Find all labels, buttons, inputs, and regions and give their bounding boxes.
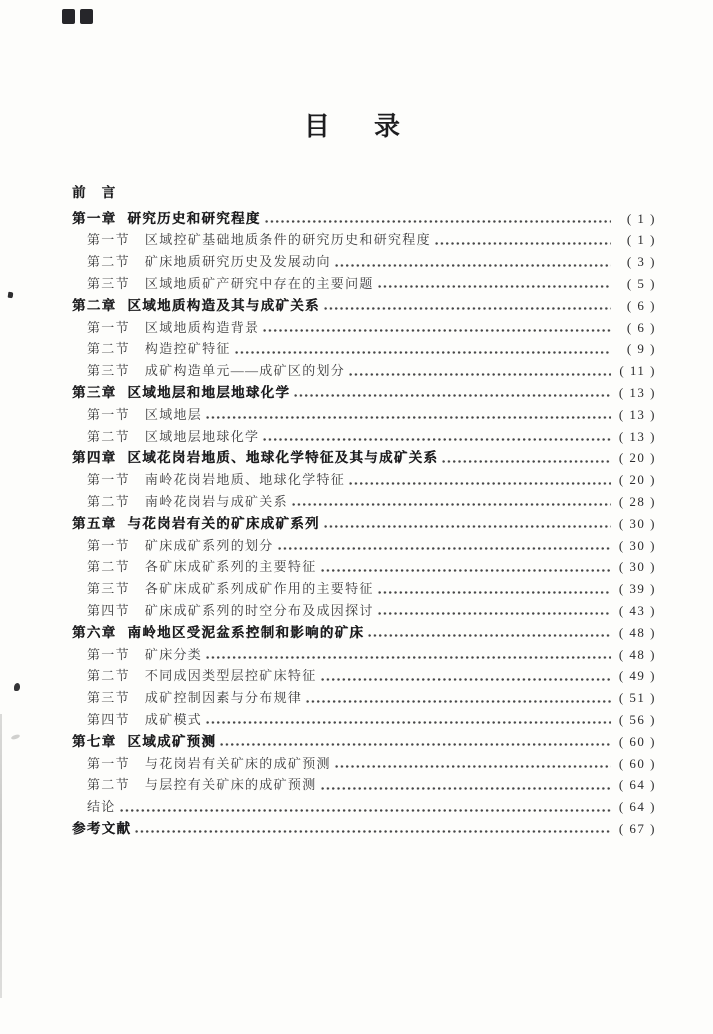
toc-row [72, 424, 656, 446]
toc-entry-title: 参考文献 [72, 820, 132, 836]
toc-entry-page: ( 30 ) [618, 537, 656, 553]
toc-row [72, 685, 656, 707]
toc-entry-label: 第一节 [87, 472, 130, 488]
toc-entry-page: ( 67 ) [618, 820, 656, 836]
dot-leader [378, 285, 611, 288]
scan-edge-line-artifact [0, 714, 2, 998]
toc-entry-label: 第二节 [87, 341, 130, 357]
toc-row [72, 206, 656, 228]
page-title: 目 录 [303, 112, 410, 141]
toc-entry-label: 第五章 [72, 515, 117, 531]
toc-entry-title: 区域地质构造背景 [144, 319, 260, 335]
dot-leader [220, 743, 611, 746]
toc-row [72, 511, 656, 533]
toc-entry-title: 不同成因类型层控矿床特征 [144, 668, 317, 684]
toc-entry-title: 矿床成矿系列的划分 [144, 537, 274, 553]
toc-entry-title: 成矿构造单元——成矿区的划分 [144, 363, 346, 379]
dot-leader [378, 612, 611, 615]
toc-entry-page: ( 64 ) [618, 799, 656, 815]
toc-row [72, 380, 656, 402]
toc-entry-page: ( 48 ) [618, 646, 656, 662]
toc-entry-label: 第一节 [87, 537, 130, 553]
toc-entry-label: 第二节 [87, 559, 130, 575]
toc-entry-page: ( 3 ) [626, 254, 656, 270]
toc-entry-page: ( 60 ) [618, 733, 656, 749]
toc-entry-page: ( 20 ) [618, 450, 656, 466]
toc-list [0, 180, 713, 838]
toc-entry-page: ( 48 ) [618, 624, 656, 640]
dot-leader [263, 438, 611, 441]
toc-entry-page: ( 60 ) [618, 755, 656, 771]
toc-entry-title: 各矿床成矿系列的主要特征 [144, 559, 317, 575]
toc-row [72, 271, 656, 293]
toc-entry-page: ( 30 ) [618, 515, 656, 531]
toc-row [72, 402, 656, 424]
toc-entry-page: ( 13 ) [618, 428, 656, 444]
toc-row [72, 489, 656, 511]
toc-entry-title: 与层控有关矿床的成矿预测 [144, 777, 317, 793]
toc-row [72, 446, 656, 468]
toc-entry-label: 第一节 [87, 755, 130, 771]
toc-entry-label: 第一节 [87, 319, 130, 335]
toc-row [72, 337, 656, 359]
toc-entry-label: 第一节 [87, 232, 130, 248]
toc-entry-page: ( 1 ) [626, 232, 656, 248]
toc-entry-title: 南岭地区受泥盆系控制和影响的矿床 [127, 624, 365, 640]
dot-leader [292, 503, 611, 506]
toc-entry-title: 构造控矿特征 [144, 341, 231, 357]
dot-leader [349, 482, 611, 485]
toc-entry-title: 结论 [87, 799, 116, 815]
dot-leader [324, 525, 611, 528]
toc-entry-label: 第二节 [87, 668, 130, 684]
toc-entry-title: 研究历史和研究程度 [127, 210, 261, 226]
toc-entry-label: 第二节 [87, 777, 130, 793]
dot-leader [324, 307, 611, 310]
toc-row [72, 729, 656, 751]
scan-speck-artifact [14, 683, 20, 691]
toc-entry-page: ( 5 ) [626, 275, 656, 291]
toc-entry-label: 第三节 [87, 690, 130, 706]
toc-entry-title: 南岭花岗岩与成矿关系 [144, 493, 288, 509]
toc-row [72, 620, 656, 642]
toc-entry-title: 区域地质矿产研究中存在的主要问题 [144, 275, 374, 291]
toc-entry-title: 区域控矿基础地质条件的研究历史和研究程度 [144, 232, 431, 248]
toc-row [72, 576, 656, 598]
toc-entry-title: 前 言 [72, 184, 117, 200]
dot-leader [120, 809, 611, 812]
dot-leader [435, 242, 611, 245]
ink-mark-artifact [62, 9, 75, 24]
toc-entry-label: 第二节 [87, 428, 130, 444]
toc-entry-label: 第三章 [72, 384, 117, 400]
dot-leader [378, 591, 611, 594]
toc-entry-page: ( 6 ) [626, 319, 656, 335]
toc-entry-page: ( 64 ) [618, 777, 656, 793]
dot-leader [321, 678, 611, 681]
toc-entry-title: 南岭花岗岩地质、地球化学特征 [144, 472, 346, 488]
toc-entry-page: ( 51 ) [618, 690, 656, 706]
toc-row [72, 555, 656, 577]
toc-entry-page: ( 49 ) [618, 668, 656, 684]
toc-entry-label: 第四章 [72, 450, 117, 466]
toc-entry-title: 区域地层地球化学 [144, 428, 260, 444]
toc-entry-page: ( 13 ) [618, 384, 656, 400]
toc-entry-title: 矿床地质研究历史及发展动向 [144, 254, 331, 270]
toc-entry-page: ( 9 ) [626, 341, 656, 357]
dot-leader [321, 787, 611, 790]
toc-entry-page: ( 56 ) [618, 711, 656, 727]
toc-row [72, 533, 656, 555]
toc-entry-label: 第四节 [87, 602, 130, 618]
toc-row [72, 598, 656, 620]
dot-leader [206, 416, 611, 419]
toc-row [72, 773, 656, 795]
dot-leader [349, 373, 611, 376]
toc-entry-title: 各矿床成矿系列成矿作用的主要特征 [144, 581, 374, 597]
toc-entry-label: 第一章 [72, 210, 117, 226]
toc-entry-page: ( 20 ) [618, 472, 656, 488]
toc-entry-page: ( 6 ) [626, 297, 656, 313]
toc-entry-label: 第三节 [87, 275, 130, 291]
dot-leader [294, 394, 611, 397]
toc-entry-title: 区域地层 [144, 406, 203, 422]
dot-leader [368, 634, 611, 637]
dot-leader [206, 721, 611, 724]
toc-entry-label: 第一节 [87, 406, 130, 422]
toc-row [72, 707, 656, 729]
toc-entry-title: 成矿控制因素与分布规律 [144, 690, 303, 706]
dot-leader [235, 351, 611, 354]
toc-entry-page: ( 43 ) [618, 602, 656, 618]
toc-entry-title: 矿床成矿系列的时空分布及成因探讨 [144, 602, 374, 618]
dot-leader [135, 830, 611, 833]
toc-entry-page: ( 1 ) [626, 210, 656, 226]
toc-entry-title: 区域地质构造及其与成矿关系 [127, 297, 320, 313]
toc-entry-title: 区域成矿预测 [127, 733, 217, 749]
toc-entry-title: 成矿模式 [144, 711, 203, 727]
toc-row [72, 816, 656, 838]
toc-entry-title: 区域花岗岩地质、地球化学特征及其与成矿关系 [127, 450, 439, 466]
toc-row [72, 642, 656, 664]
toc-entry-title: 矿床分类 [144, 646, 203, 662]
toc-entry-label: 第二节 [87, 254, 130, 270]
toc-entry-label: 第二节 [87, 493, 130, 509]
toc-entry-title: 与花岗岩有关的矿床成矿系列 [127, 515, 320, 531]
toc-row [72, 293, 656, 315]
toc-row [72, 751, 656, 773]
toc-row [72, 180, 656, 202]
toc-entry-label: 第七章 [72, 733, 117, 749]
toc-entry-page: ( 28 ) [618, 493, 656, 509]
toc-entry-label: 第六章 [72, 624, 117, 640]
dot-leader [321, 569, 611, 572]
toc-entry-title: 与花岗岩有关矿床的成矿预测 [144, 755, 331, 771]
toc-row [72, 358, 656, 380]
toc-row [72, 249, 656, 271]
toc-entry-label: 第三节 [87, 581, 130, 597]
toc-entry-page: ( 11 ) [619, 363, 656, 379]
dot-leader [335, 264, 611, 267]
toc-entry-page: ( 30 ) [618, 559, 656, 575]
toc-entry-label: 第一节 [87, 646, 130, 662]
toc-row [72, 467, 656, 489]
toc-entry-title: 区域地层和地层地球化学 [127, 384, 291, 400]
toc-entry-label: 第四节 [87, 711, 130, 727]
toc-row [72, 315, 656, 337]
ink-mark-artifact [80, 9, 93, 24]
toc-entry-page: ( 13 ) [618, 406, 656, 422]
dot-leader [206, 656, 611, 659]
toc-row [72, 794, 656, 816]
dot-leader [263, 329, 611, 332]
dot-leader [278, 547, 611, 550]
toc-row [72, 228, 656, 250]
toc-entry-page: ( 39 ) [618, 581, 656, 597]
toc-row [72, 664, 656, 686]
toc-entry-label: 第三节 [87, 363, 130, 379]
dot-leader [265, 220, 611, 223]
dot-leader [335, 765, 611, 768]
dot-leader [442, 460, 611, 463]
toc-entry-label: 第二章 [72, 297, 117, 313]
dot-leader [306, 700, 611, 703]
